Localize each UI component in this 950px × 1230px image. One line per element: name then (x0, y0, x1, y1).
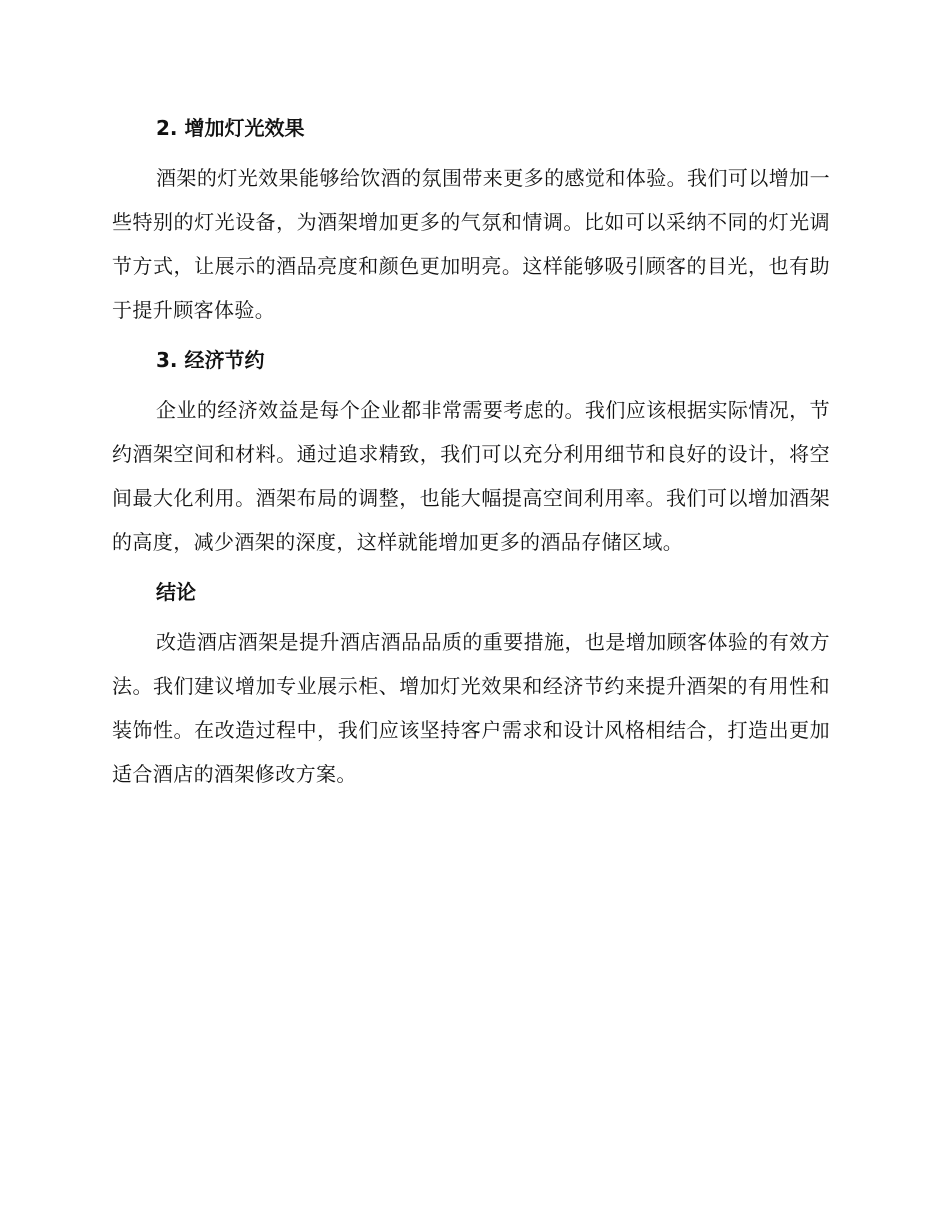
section-paragraph: 改造酒店酒架是提升酒店酒品品质的重要措施，也是增加顾客体验的有效方法。我们建议增加专业展示柜、增加灯光效果和经济节约来提升酒架的有用性和装饰性。在改造过程中，我们应该坚持客户需求和设计风格相结合，打造出更加适合酒店的酒架修改方案。 (112, 630, 830, 786)
section-heading: 3. 经济节约 (156, 348, 265, 372)
section-heading: 结论 (156, 580, 196, 604)
document-content (112, 112, 830, 808)
section-economy (112, 344, 830, 564)
section-lighting (112, 112, 830, 332)
section-conclusion (112, 576, 830, 796)
section-paragraph: 企业的经济效益是每个企业都非常需要考虑的。我们应该根据实际情况，节约酒架空间和材料。通过追求精致，我们可以充分利用细节和良好的设计，将空间最大化利用。酒架布局的调整，也能大幅提高空间利用率。我们可以增加酒架的高度，减少酒架的深度，这样就能增加更多的酒品存储区域。 (112, 398, 830, 554)
section-heading: 2. 增加灯光效果 (156, 116, 305, 140)
section-paragraph: 酒架的灯光效果能够给饮酒的氛围带来更多的感觉和体验。我们可以增加一些特别的灯光设备，为酒架增加更多的气氛和情调。比如可以采纳不同的灯光调节方式，让展示的酒品亮度和颜色更加明亮。这样能够吸引顾客的目光，也有助于提升顾客体验。 (112, 166, 830, 322)
